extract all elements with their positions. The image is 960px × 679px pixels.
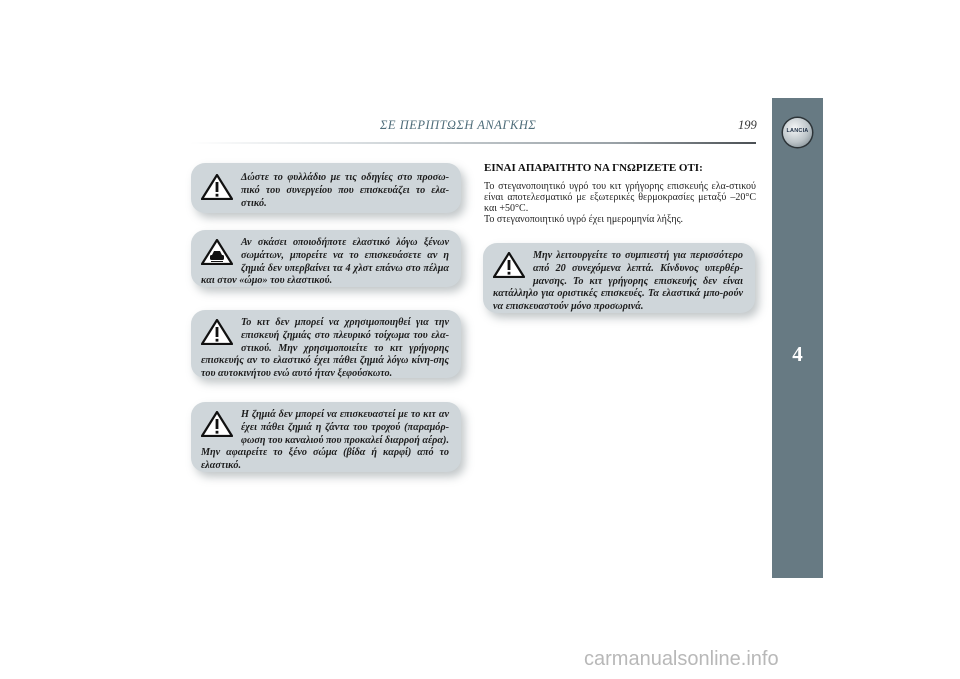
section-body [484,181,756,225]
warning-box-2 [191,230,461,287]
warning-box-4 [191,402,461,472]
logo-text: LANCIA [786,128,809,134]
tire-warning-icon [201,239,233,265]
body-paragraph: Το στεγανοποιητικό υγρό του κιτ γρήγορης επισκευής ελα-στικού είναι αποτελεσματικό με εξωτερικές θερμοκρασίες μεταξύ –20°C και +50°C. [484,181,756,214]
warning-text: Αν σκάσει οποιοδήποτε ελαστικό λόγω ξένων σωμάτων, μπορείτε να το επισκευάσετε αν η ζημιά δεν υπερβαίνει τα 4 χλστ επάνω στο πέλμα και στον «ώμο» του ελαστικού. [201,237,449,287]
header-divider [190,142,756,144]
lancia-logo [783,118,812,147]
section-heading: ΕΙΝΑΙ ΑΠΑΡΑΙΤΗΤΟ ΝΑ ΓΝΩΡΙΖΕΤΕ ΟΤΙ: [484,162,703,174]
warning-box-right [483,243,755,313]
warning-triangle-icon [201,319,233,345]
warning-triangle-icon [493,252,525,278]
warning-box-3 [191,310,461,378]
warning-text: Η ζημιά δεν μπορεί να επισκευαστεί με το κιτ αν έχει πάθει ζημιά η ζάντα του τροχού (παραμόρ-φωση του καναλιού που προκαλεί διαρροή αέρα). Μην αφαιρείτε το ξένο σώμα (βίδα ή καρφί) από το ελαστικό. [201,409,449,472]
body-paragraph: Το στεγανοποιητικό υγρό έχει ημερομηνία λήξης. [484,214,684,225]
watermark: carmanualsonline.info [584,648,779,670]
warning-text: Μην λειτουργείτε το συμπιεστή για περισσότερο από 20 συνεχόμενα λεπτά. Κίνδυνος υπερθέρ-μανσης. Το κιτ γρήγορης επισκευής δεν είναι κατάλληλο για οριστικές επισκευές. Τα ελαστικά μπο-ρούν να επισκευαστούν μόνο προσωρινά. [493,250,743,313]
chapter-number: 4 [792,342,803,366]
chapter-side-tab [772,98,823,578]
warning-text: Δώστε το φυλλάδιο με τις οδηγίες στο προσω-πικό του συνεργείου που επισκευάζει το ελα-στικό. [241,172,449,209]
warning-triangle-icon [201,411,233,437]
warning-text: Το κιτ δεν μπορεί να χρησιμοποιηθεί για την επισκευή ζημιάς στο πλευρικό τοίχωμα του ελα-στικού. Μην χρησιμοποιείτε το κιτ γρήγορης επισκευής αν το ελαστικό έχει πάθει ζημιά λόγω κίνη-σης του αυτοκινήτου ενώ αυτό ήταν ξεφούσκωτο. [201,317,449,380]
page-number: 199 [738,118,757,132]
warning-triangle-icon [201,174,233,200]
page-header-title: ΣΕ ΠΕΡΙΠΤΩΣΗ ΑΝΑΓΚΗΣ [380,118,537,132]
warning-box-1 [191,163,461,213]
